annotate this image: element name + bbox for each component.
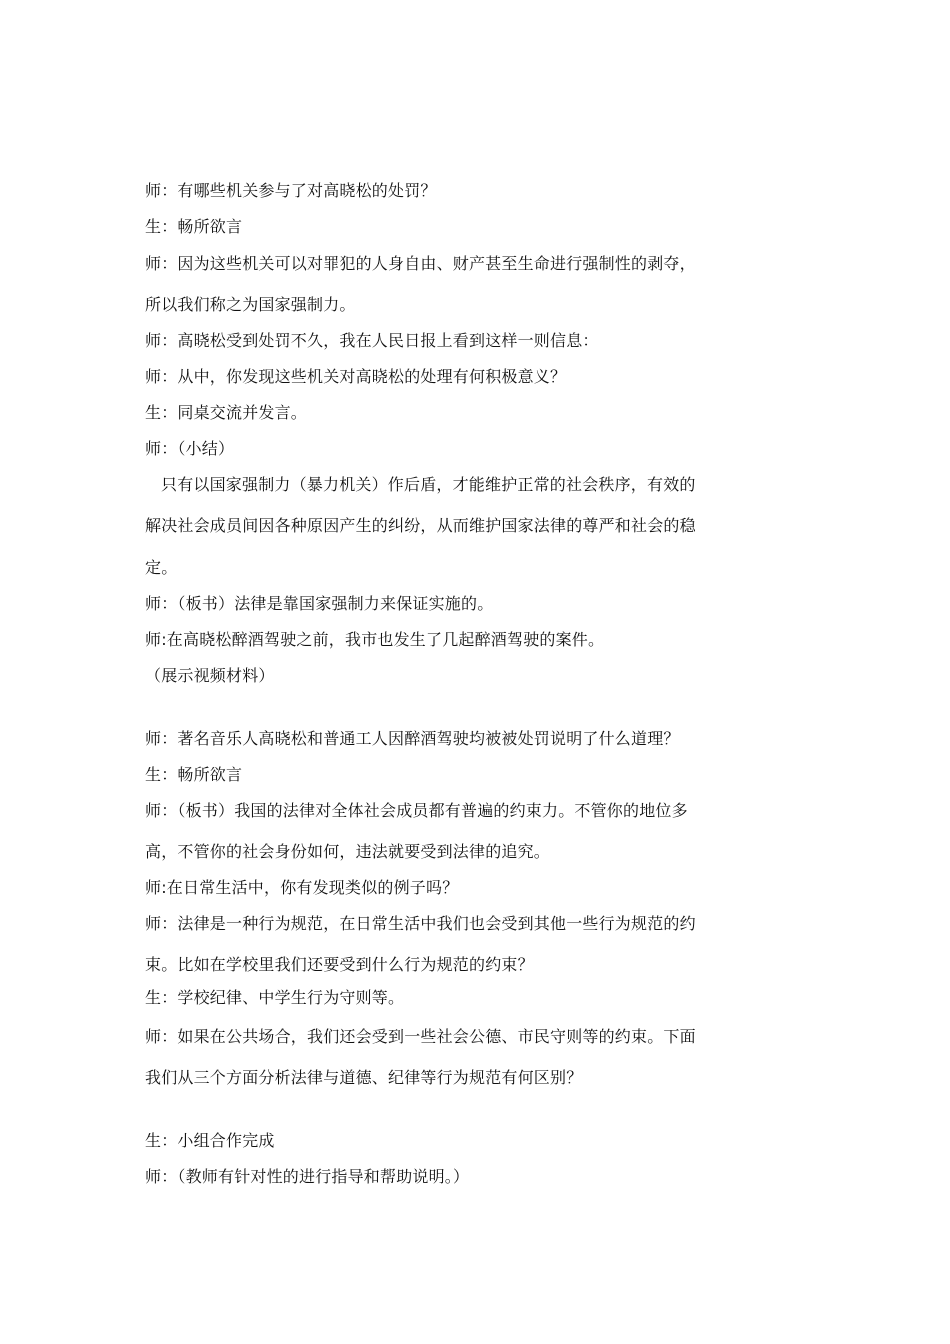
text-line: 生：小组合作完成 <box>145 1131 275 1150</box>
text-line: 师：（小结） <box>145 439 235 458</box>
text-line: 解决社会成员间因各种原因产生的纠纷，从而维护国家法律的尊严和社会的稳 <box>145 516 696 535</box>
text-line: 师：高晓松受到处罚不久，我在人民日报上看到这样一则信息： <box>145 331 599 350</box>
text-line: 师：从中，你发现这些机关对高晓松的处理有何积极意义？ <box>145 367 567 386</box>
text-line: 束。比如在学校里我们还要受到什么行为规范的约束？ <box>145 955 534 974</box>
text-line: 师：著名音乐人高晓松和普通工人因醉酒驾驶均被被处罚说明了什么道理？ <box>145 729 680 748</box>
text-line: 师：有哪些机关参与了对高晓松的处罚？ <box>145 181 437 200</box>
text-line: 师：如果在公共场合，我们还会受到一些社会公德、市民守则等的约束。下面 <box>145 1027 696 1046</box>
text-line: 生：畅所欲言 <box>145 765 243 784</box>
text-line: 师：（板书）我国的法律对全体社会成员都有普遍的约束力。不管你的地位多 <box>145 801 688 820</box>
text-line: 师:在高晓松醉酒驾驶之前，我市也发生了几起醉酒驾驶的案件。 <box>145 630 605 649</box>
text-line: 定。 <box>145 558 178 577</box>
text-line: 生：学校纪律、中学生行为守则等。 <box>145 988 405 1007</box>
text-line: 生：畅所欲言 <box>145 217 243 236</box>
text-line: 生：同桌交流并发言。 <box>145 403 308 422</box>
text-line: （展示视频材料） <box>145 666 275 685</box>
text-line: 师：法律是一种行为规范，在日常生活中我们也会受到其他一些行为规范的约 <box>145 914 696 933</box>
text-line: 所以我们称之为国家强制力。 <box>145 295 356 314</box>
text-line: 只有以国家强制力（暴力机关）作后盾，才能维护正常的社会秩序，有效的 <box>161 475 696 494</box>
text-line: 师：（教师有针对性的进行指导和帮助说明。） <box>145 1167 470 1186</box>
text-line: 我们从三个方面分析法律与道德、纪律等行为规范有何区别？ <box>145 1068 583 1087</box>
text-line: 师：（板书）法律是靠国家强制力来保证实施的。 <box>145 594 494 613</box>
text-line: 师：因为这些机关可以对罪犯的人身自由、财产甚至生命进行强制性的剥夺， <box>145 254 696 273</box>
text-line: 高，不管你的社会身份如何，违法就要受到法律的追究。 <box>145 842 551 861</box>
text-line: 师:在日常生活中，你有发现类似的例子吗？ <box>145 878 459 897</box>
